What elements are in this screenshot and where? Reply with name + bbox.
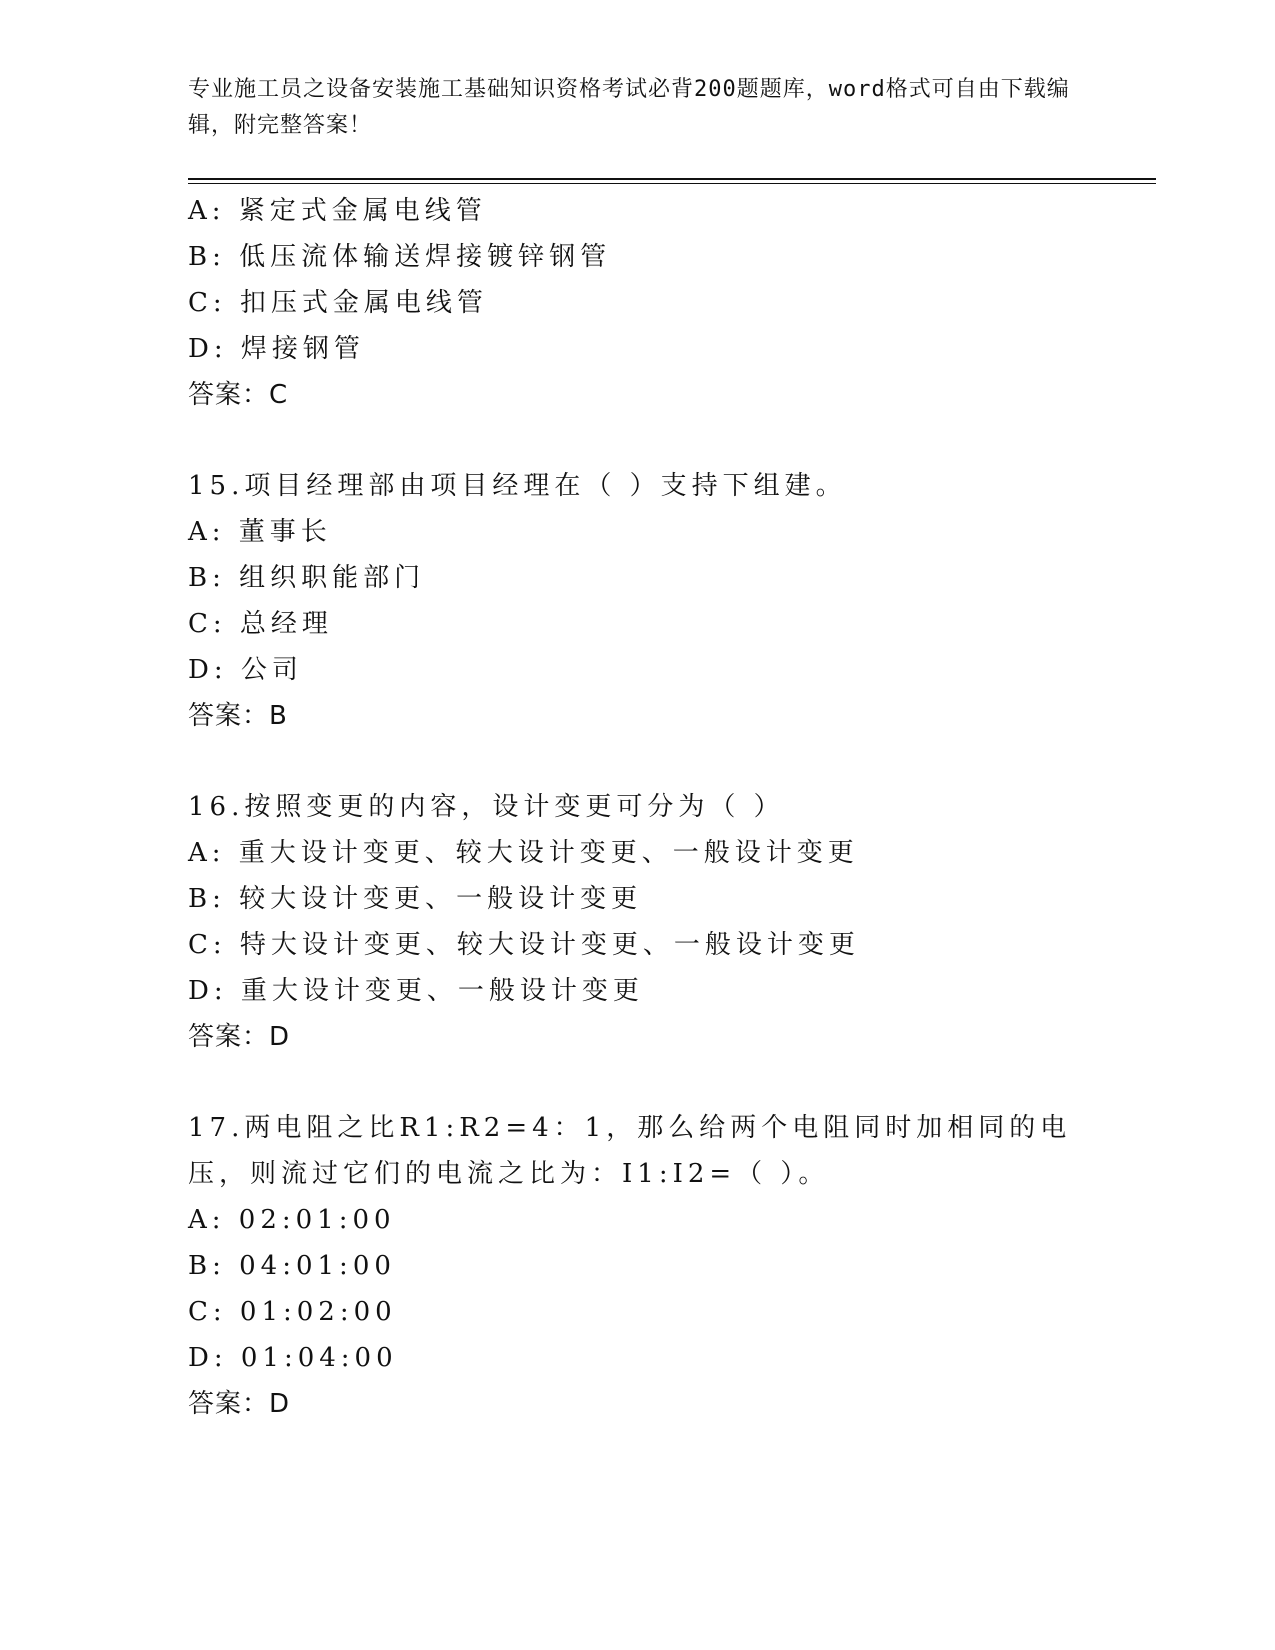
option-a: A: 重大设计变更、较大设计变更、一般设计变更 (188, 838, 859, 868)
option-c: C: 总经理 (188, 609, 333, 639)
question-list (188, 188, 1088, 1427)
option-b: B: 较大设计变更、一般设计变更 (188, 884, 643, 914)
question-17 (188, 1105, 1088, 1427)
option-a: A: 紧定式金属电线管 (188, 196, 487, 226)
question-text: 16.按照变更的内容，设计变更可分为（ ） (188, 792, 785, 822)
option-b: B: 04:01:00 (188, 1251, 396, 1281)
question-16 (188, 784, 1088, 1060)
option-a: A: 02:01:00 (188, 1205, 396, 1235)
option-b: B: 低压流体输送焊接镀锌钢管 (188, 242, 612, 272)
option-d: D: 01:04:00 (188, 1343, 398, 1373)
document-title: 专业施工员之设备安装施工基础知识资格考试必背200题题库，word格式可自由下载编辑，附完整答案！ (188, 77, 1070, 138)
option-c: C: 扣压式金属电线管 (188, 288, 488, 318)
question-14-continuation (188, 188, 1088, 418)
answer-line: 答案：D (188, 1389, 291, 1419)
question-text: 15.项目经理部由项目经理在（ ）支持下组建。 (188, 471, 847, 501)
answer-line: 答案：B (188, 701, 288, 731)
option-d: D: 公司 (188, 655, 303, 685)
option-d: D: 重大设计变更、一般设计变更 (188, 976, 644, 1006)
option-c: C: 01:02:00 (188, 1297, 397, 1327)
answer-line: 答案：D (188, 1022, 291, 1052)
question-15 (188, 463, 1088, 739)
option-a: A: 董事长 (188, 517, 332, 547)
option-d: D: 焊接钢管 (188, 334, 365, 364)
header-divider-thick (188, 178, 1156, 180)
question-text: 17.两电阻之比R1:R2=4：1，那么给两个电阻同时加相同的电压，则流过它们的电流之比为：I1:I2=（ ）。 (188, 1113, 1072, 1189)
option-b: B: 组织职能部门 (188, 563, 426, 593)
answer-line: 答案：C (188, 380, 289, 410)
header-divider-thin (188, 183, 1156, 184)
option-c: C: 特大设计变更、较大设计变更、一般设计变更 (188, 930, 860, 960)
